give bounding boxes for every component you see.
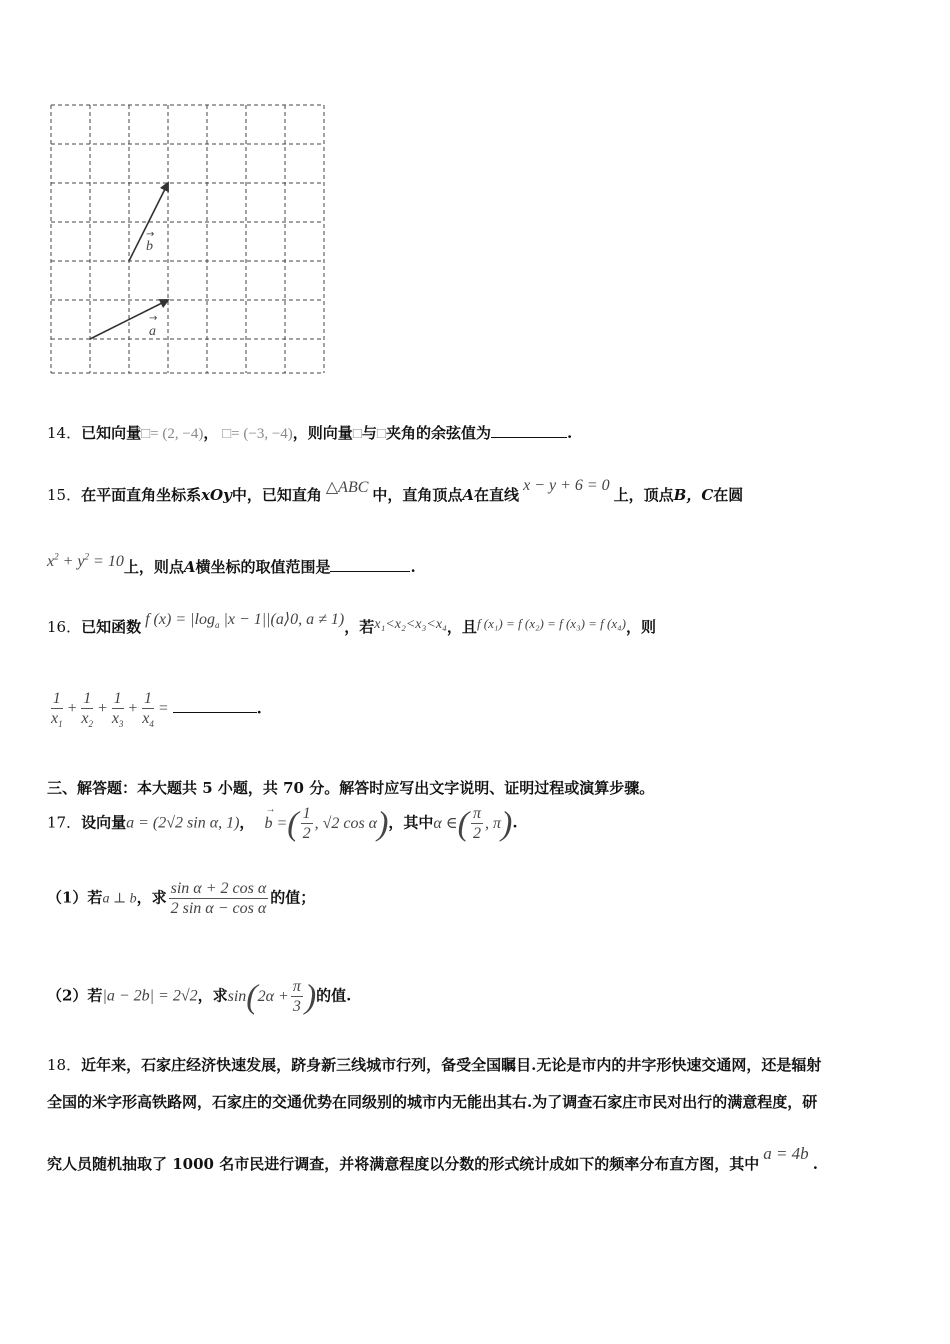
q14-text-pre: 已知向量: [81, 424, 142, 442]
q17-p1-condition: a ⊥ b: [102, 891, 137, 907]
question-17-part2: （2）若|a − 2b| = 2√2，求sin(2α + $\frac{\pi}{3}$ )的值.: [47, 977, 352, 1015]
question-17: 17．设向量a = (2√2 sin α, 1)，→ b =( $\frac{1}{2}$ , √2 cos α)，其中α ∈( $\frac{\pi}{2}$ , π).: [47, 805, 518, 843]
q16-sum-expression: $\frac{1}{x_1}$ + $\frac{1}{x_2}$ + $\frac{1}{x_3}$ + $\frac{1}{x_4}$ =: [51, 690, 169, 729]
section-3-heading: 三、解答题：本大题共 5 小题，共 70 分。解答时应写出文字说明、证明过程或演算步骤。: [47, 779, 655, 797]
q15-number: 15．: [47, 486, 82, 504]
q17-p1-fraction: $\frac{\text{sin α + 2 cos α}}{\text{2 sin α − cos α}}$: [170, 880, 267, 917]
question-18-line3: 究人员随机抽取了 1000 名市民进行调查，并将满意程度以分数的形式统计成如下的频率分布直方图，其中a = 4b.: [47, 1144, 818, 1173]
q18-number: 18．: [47, 1056, 82, 1074]
q17-p2-condition: |a − 2b| = 2√2: [102, 987, 198, 1005]
q14-number: 14．: [47, 424, 82, 442]
vector-a-arrow-mark: →: [149, 313, 158, 324]
q16-inequality: x₁<x₂<x₃<x₄: [374, 617, 447, 632]
q16-number: 16．: [47, 618, 82, 636]
q17-alpha-range: α ∈( $\frac{\pi}{2}$ , π): [433, 804, 513, 842]
question-17-part1: （1）若a ⊥ b，求 $\frac{\text{sin α + 2 cos α}}{\text{2 sin α − cos α}}$ 的值；: [47, 880, 316, 917]
q17-vector-a: a = (2√2 sin α, 1): [126, 814, 240, 832]
q15-line-equation: x − y + 6 = 0: [523, 477, 610, 494]
grid-lines: [51, 105, 324, 373]
vector-a-label: a: [149, 324, 156, 339]
q14-vec2: = (−3, −4): [231, 426, 293, 442]
question-15-line1: 15．在平面直角坐标系xOy中，已知直角 △ABC 中，直角顶点A在直线x − y + 6 = 0上，顶点B，C在圆: [47, 477, 744, 504]
question-16-line2: $\frac{1}{x_1}$ + $\frac{1}{x_2}$ + $\frac{1}{x_3}$ + $\frac{1}{x_4}$ = .: [47, 690, 262, 730]
q15-answer-blank[interactable]: [330, 571, 410, 572]
question-16-line1: 16．已知函数 f $(x) = |\log_a$ |x − 1||(a⟩0, a ≠ 1)，若x₁<x₂<x₃<x₄，且f (x₁) = f (x₂) = f (x₃) = f (x₄)，则: [47, 611, 657, 636]
q17-vector-b: → b =( $\frac{1}{2}$ , √2 cos α): [264, 815, 388, 832]
vector-grid-figure: [46, 100, 331, 378]
q16-equality: f (x₁) = f (x₂) = f (x₃) = f (x₄): [476, 616, 626, 631]
vector-b-label: b: [146, 239, 153, 254]
question-15-line2: $x^2 + y^2 = 10$上，则点A横坐标的取值范围是 .: [47, 551, 416, 576]
q17-p2-expression: sin(2α + $\frac{\pi}{3}$ ): [227, 977, 317, 1015]
q15-triangle: △ABC: [325, 479, 369, 496]
q15-circle-equation: $x^2 + y^2 = 10$: [47, 551, 124, 570]
q16-function: f $(x) = |\log_a$ |x − 1||(a⟩0, a ≠ 1): [145, 611, 345, 631]
vector-b-arrow-mark: →: [146, 229, 155, 240]
question-18-line1: 18．近年来，石家庄经济快速发展，跻身新三线城市行列，备受全国瞩目.无论是市内的井字形快速交通网，还是辐射: [47, 1056, 822, 1074]
question-14: 14．已知向量⃗□= (2, −4)， □= (−3, −4)，则向量□与□夹角的余弦值为 .: [47, 424, 573, 442]
question-18-line2: 全国的米字形高铁路网，石家庄的交通优势在同级别的城市内无能出其右.为了调查石家庄市民对出行的满意程度，研: [47, 1093, 818, 1111]
q14-answer-blank[interactable]: [491, 437, 567, 438]
q17-number: 17．: [47, 813, 82, 832]
q16-answer-blank[interactable]: [173, 712, 257, 713]
q18-condition: a = 4b: [763, 1144, 809, 1163]
q14-vec1: = (2, −4): [150, 426, 204, 442]
